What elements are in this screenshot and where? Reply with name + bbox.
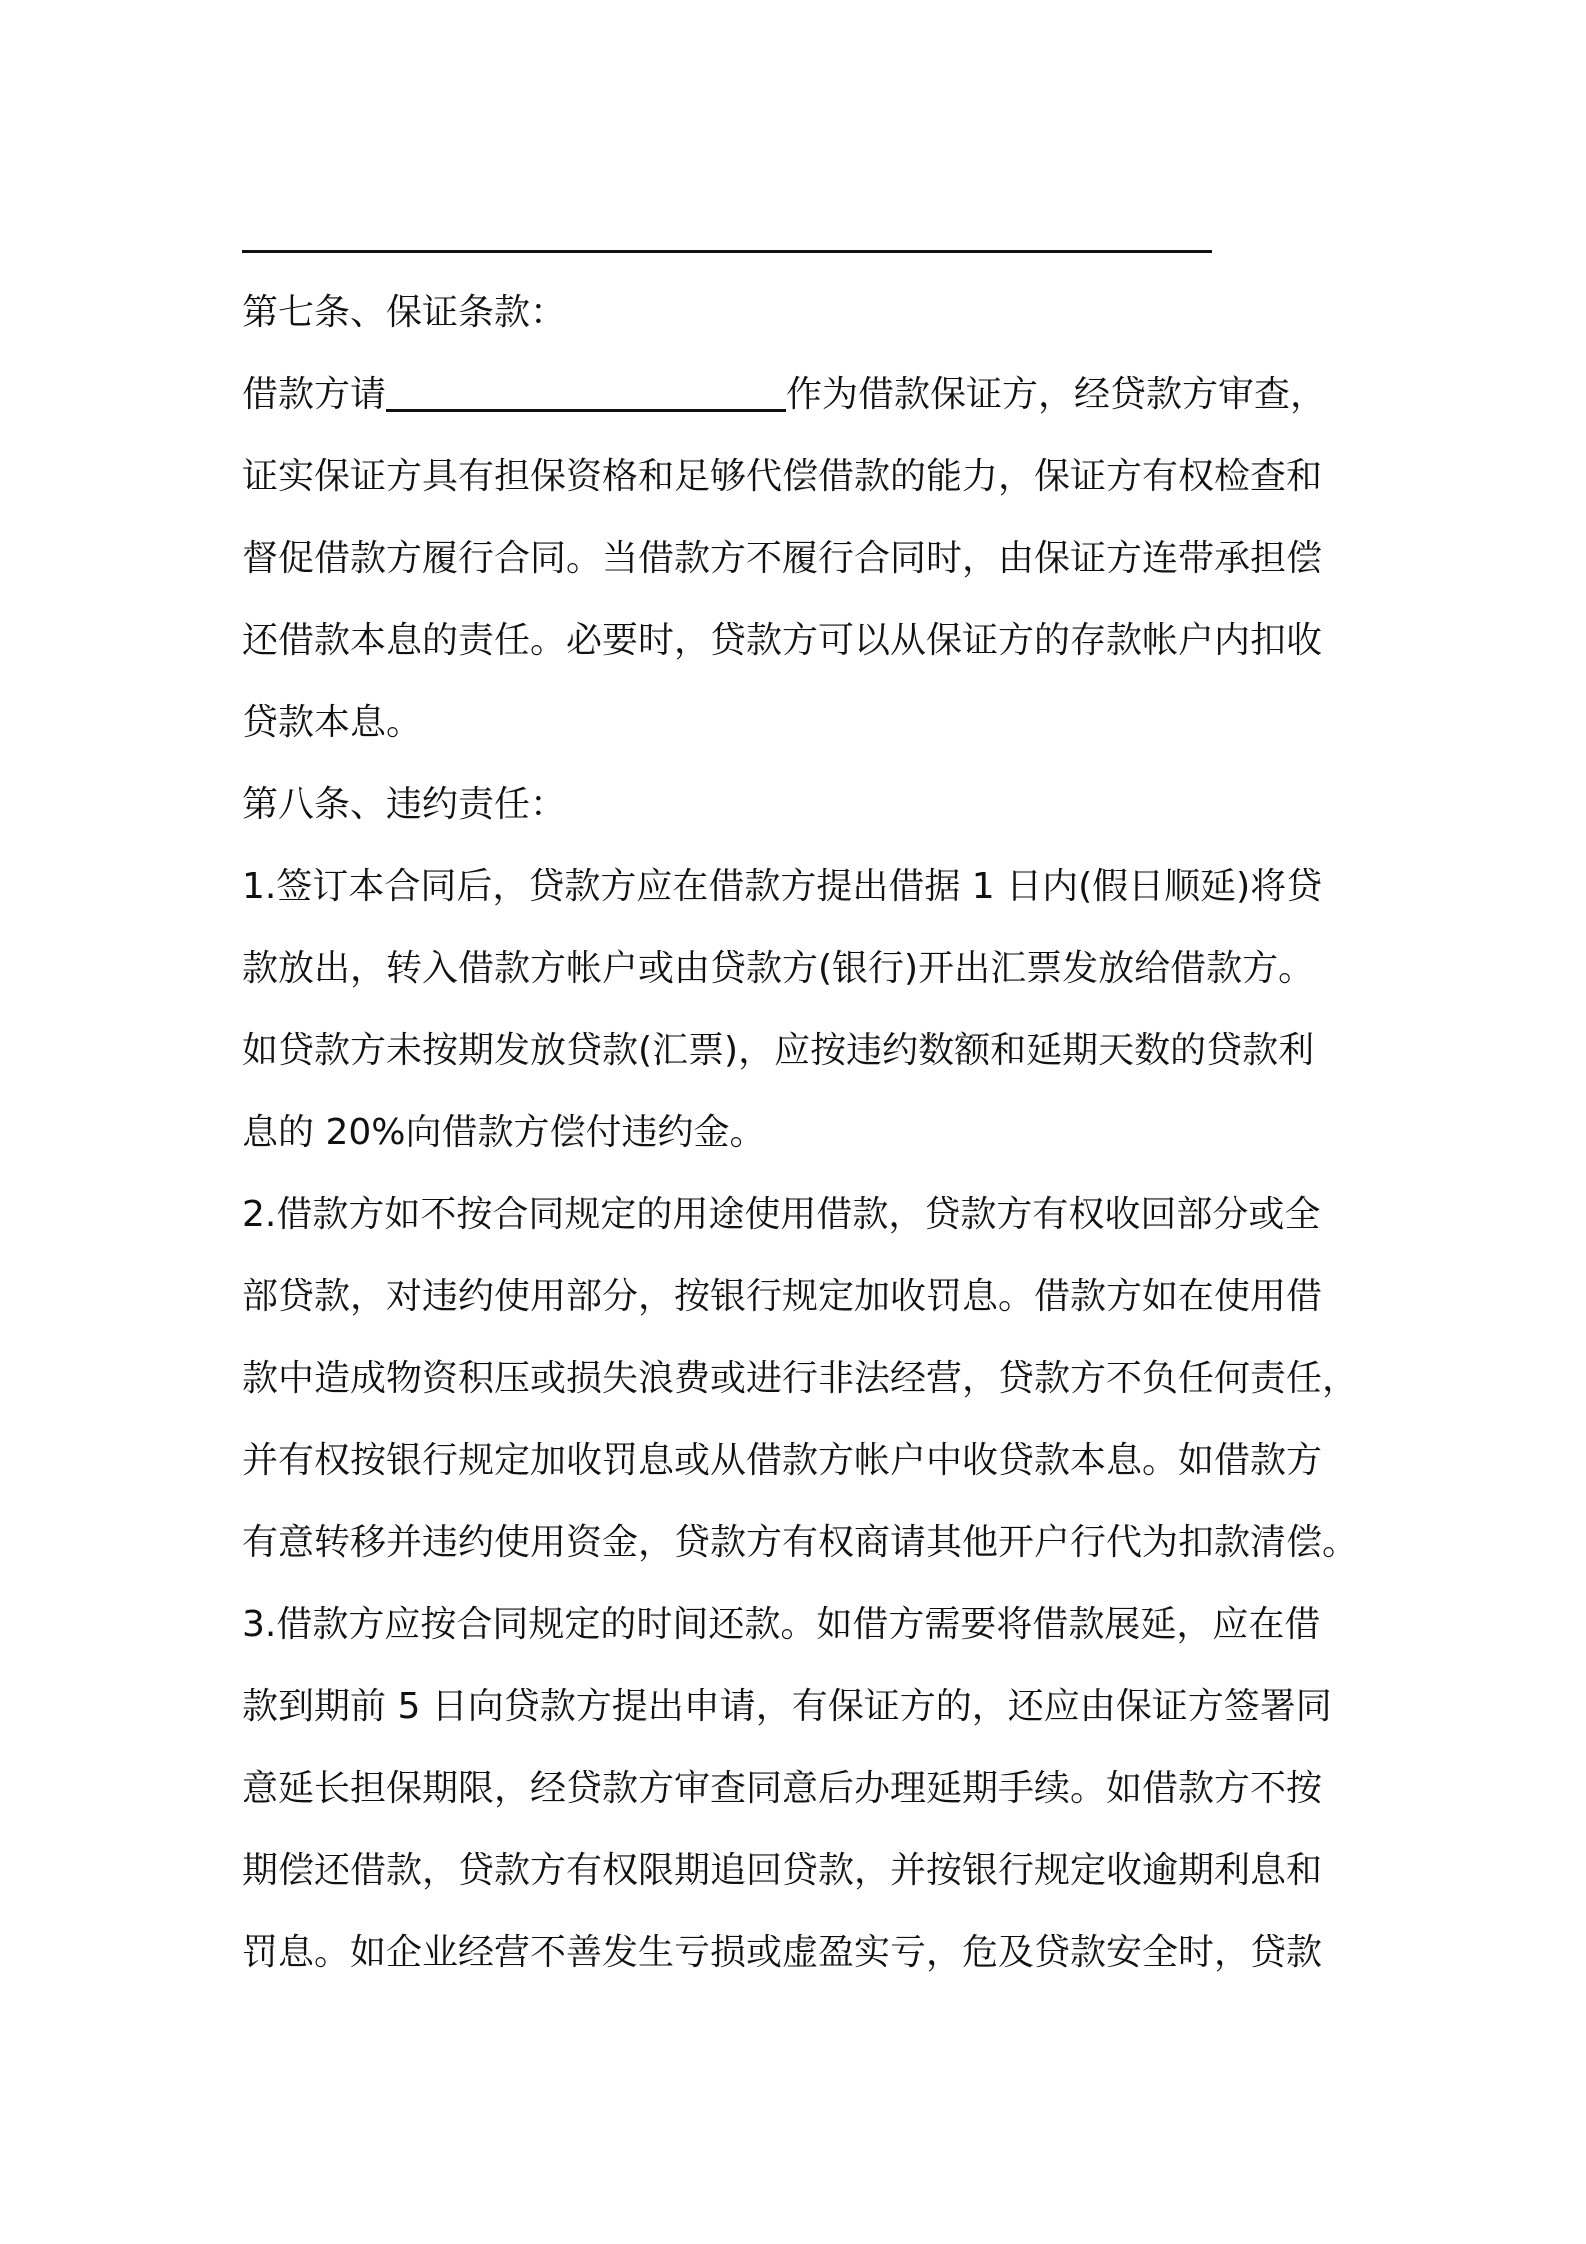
article8-heading: 第八条、违约责任： <box>242 784 567 825</box>
article8-line: 意延长担保期限，经贷款方审查同意后办理延期手续。如借款方不按 <box>242 1768 1323 1809</box>
article7-line: 贷款本息。 <box>242 702 423 743</box>
article7-line: 还借款本息的责任。必要时，贷款方可以从保证方的存款帐户内扣收 <box>242 620 1323 661</box>
article8-line: 有意转移并违约使用资金，贷款方有权商请其他开户行代为扣款清偿。 <box>242 1522 1359 1563</box>
top-divider-line <box>242 250 1212 253</box>
guarantor-blank <box>386 369 786 412</box>
article8-line: 息的 20%向借款方偿付违约金。 <box>242 1112 766 1153</box>
article7-line1-after: 作为借款保证方，经贷款方审查， <box>786 374 1327 415</box>
article8-line: 并有权按银行规定加收罚息或从借款方帐户中收贷款本息。如借款方 <box>242 1440 1323 1481</box>
article8-line: 款放出，转入借款方帐户或由贷款方(银行)开出汇票发放给借款方。 <box>242 948 1315 989</box>
article7-line1-before: 借款方请 <box>242 374 387 415</box>
article8-line: 如贷款方未按期发放贷款(汇票)，应按违约数额和延期天数的贷款利 <box>242 1030 1315 1071</box>
article7-line-1 <box>242 354 1362 436</box>
article7-line: 证实保证方具有担保资格和足够代偿借款的能力，保证方有权检查和 <box>242 456 1323 497</box>
article7-heading: 第七条、保证条款： <box>242 292 567 333</box>
article8-line: 款到期前 5 日向贷款方提出申请，有保证方的，还应由保证方签署同 <box>242 1686 1332 1727</box>
article8-line: 2.借款方如不按合同规定的用途使用借款，贷款方有权收回部分或全 <box>242 1194 1321 1235</box>
article8-line: 罚息。如企业经营不善发生亏损或虚盈实亏，危及贷款安全时，贷款 <box>242 1932 1323 1973</box>
article7-line: 督促借款方履行合同。当借款方不履行合同时，由保证方连带承担偿 <box>242 538 1323 579</box>
article8-line: 1.签订本合同后，贷款方应在借款方提出借据 1 日内(假日顺延)将贷 <box>242 866 1323 907</box>
article8-line: 3.借款方应按合同规定的时间还款。如借方需要将借款展延，应在借 <box>242 1604 1321 1645</box>
document-body <box>242 272 1362 1994</box>
article8-line: 部贷款，对违约使用部分，按银行规定加收罚息。借款方如在使用借 <box>242 1276 1323 1317</box>
article8-line: 款中造成物资积压或损失浪费或进行非法经营，贷款方不负任何责任， <box>242 1358 1359 1399</box>
article8-line: 期偿还借款，贷款方有权限期追回贷款，并按银行规定收逾期利息和 <box>242 1850 1323 1891</box>
